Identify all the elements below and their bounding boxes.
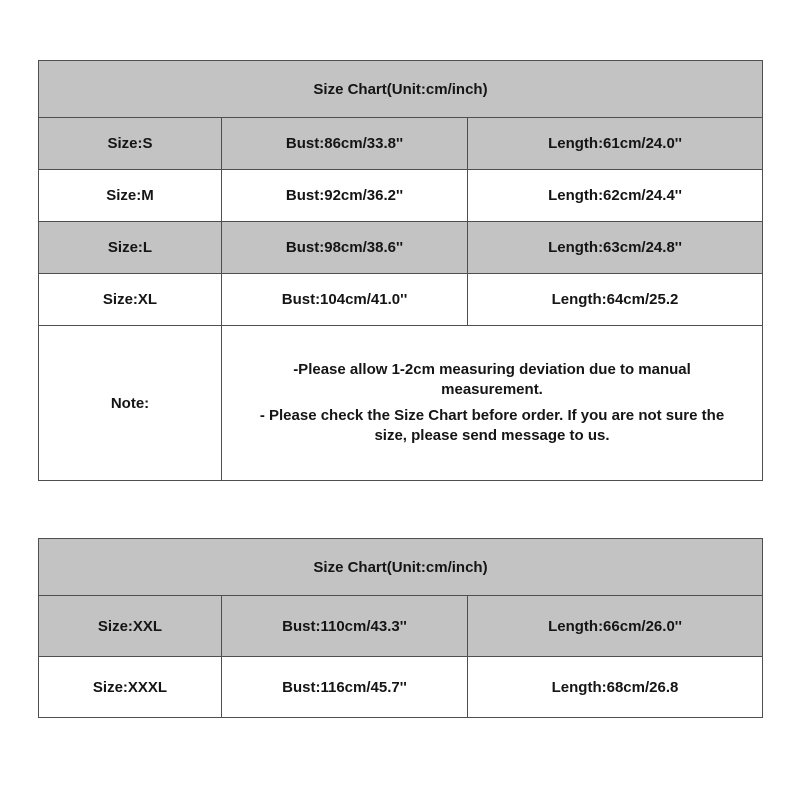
table-title: Size Chart(Unit:cm/inch) [39,61,763,118]
note-label: Note: [39,326,222,481]
table-row [39,596,763,657]
length-cell: Length:68cm/26.8 [468,657,763,718]
bust-cell: Bust:92cm/36.2'' [222,170,468,222]
table-row [39,170,763,222]
length-cell: Length:64cm/25.2 [468,274,763,326]
size-chart-table-secondary [38,538,763,718]
table-row [39,657,763,718]
size-cell: Size:S [39,118,222,170]
table-row [39,61,763,118]
size-cell: Size:L [39,222,222,274]
bust-cell: Bust:116cm/45.7'' [222,657,468,718]
table-title: Size Chart(Unit:cm/inch) [39,539,763,596]
size-cell: Size:XXL [39,596,222,657]
note-line: -Please allow 1-2cm measuring deviation due to manual measurement. [293,360,691,398]
table-row [39,274,763,326]
size-cell: Size:XXXL [39,657,222,718]
table-row [39,326,763,481]
size-chart-table-primary [38,60,763,481]
note-text [222,326,763,481]
length-cell: Length:62cm/24.4'' [468,170,763,222]
size-cell: Size:XL [39,274,222,326]
bust-cell: Bust:86cm/33.8'' [222,118,468,170]
table-row [39,118,763,170]
table-row [39,539,763,596]
bust-cell: Bust:98cm/38.6'' [222,222,468,274]
bust-cell: Bust:110cm/43.3'' [222,596,468,657]
size-cell: Size:M [39,170,222,222]
length-cell: Length:61cm/24.0'' [468,118,763,170]
length-cell: Length:66cm/26.0'' [468,596,763,657]
table-row [39,222,763,274]
length-cell: Length:63cm/24.8'' [468,222,763,274]
bust-cell: Bust:104cm/41.0'' [222,274,468,326]
note-line: - Please check the Size Chart before order. If you are not sure the size, please send message to us. [259,407,725,445]
